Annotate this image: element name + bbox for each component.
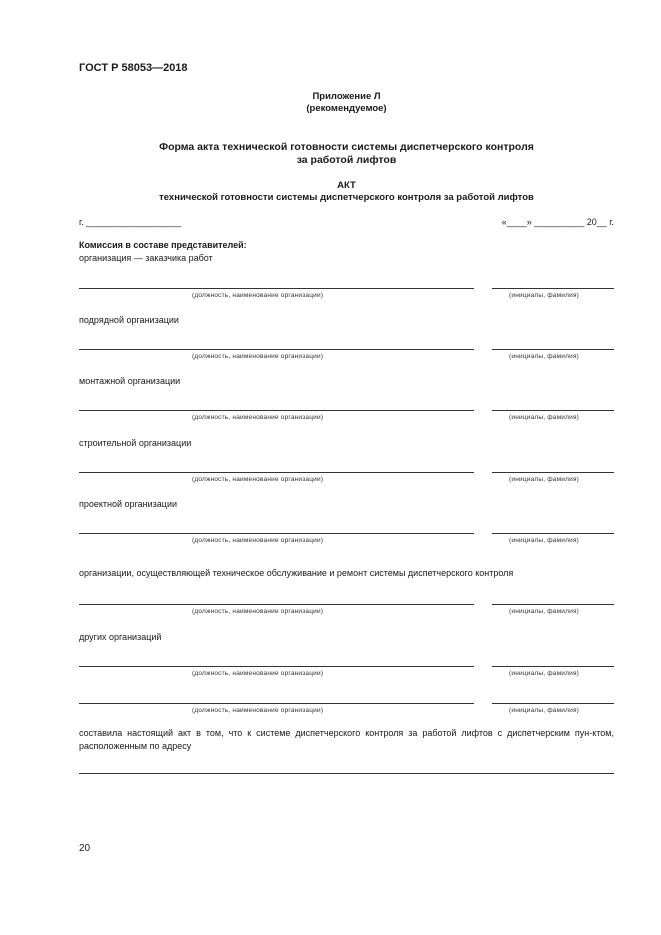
caption-name: (инициалы, фамилия) [509,707,580,714]
section-label-construction: строительной организации [79,438,192,448]
position-line-construction[interactable] [79,472,474,473]
caption-position: (должность, наименование организации) [192,414,324,421]
standard-number: ГОСТ Р 58053—2018 [79,62,188,74]
caption-position: (должность, наименование организации) [192,353,324,360]
caption-name: (инициалы, фамилия) [509,537,580,544]
caption-position: (должность, наименование организации) [192,670,324,677]
name-line-other-1[interactable] [492,666,614,667]
section-label-other: других организаций [79,632,162,642]
name-line-other-2[interactable] [492,703,614,704]
position-line-design[interactable] [79,533,474,534]
appendix-heading [79,91,614,115]
name-line-design[interactable] [492,533,614,534]
address-line[interactable] [79,773,614,774]
date-field[interactable]: «____» __________ 20__ г. [501,217,614,227]
name-line-maintenance[interactable] [492,604,614,605]
position-line-contractor[interactable] [79,349,474,350]
caption-name: (инициалы, фамилия) [509,476,580,483]
caption-name: (инициалы, фамилия) [509,670,580,677]
caption-position: (должность, наименование организации) [192,476,324,483]
position-line-customer[interactable] [79,288,474,289]
section-label-maintenance: организации, осуществляющей техническое обслуживание и ремонт системы диспетчерского контроля [79,568,514,578]
form-title-line-2: за работой лифтов [296,154,397,166]
caption-position: (должность, наименование организации) [192,707,324,714]
name-line-customer[interactable] [492,288,614,289]
caption-position: (должность, наименование организации) [192,537,324,544]
section-label-design: проектной организации [79,499,177,509]
section-label-customer: организация — заказчика работ [79,253,213,263]
commission-heading: Комиссия в составе представителей: [79,240,247,250]
caption-position: (должность, наименование организации) [192,608,324,615]
act-heading [79,180,614,204]
act-subtitle: технической готовности системы диспетчерского контроля за работой лифтов [159,192,534,203]
caption-position: (должность, наименование организации) [192,292,324,299]
section-label-contractor: подрядной организации [79,315,179,325]
position-line-installer[interactable] [79,410,474,411]
form-title-line-1: Форма акта технической готовности системы диспетчерского контроля [159,141,534,153]
position-line-other-2[interactable] [79,703,474,704]
caption-name: (инициалы, фамилия) [509,414,580,421]
caption-name: (инициалы, фамилия) [509,292,580,299]
appendix-subtitle: (рекомендуемое) [306,103,387,114]
position-line-maintenance[interactable] [79,604,474,605]
name-line-construction[interactable] [492,472,614,473]
caption-name: (инициалы, фамилия) [509,353,580,360]
act-title: АКТ [337,180,356,191]
form-title [79,141,614,167]
section-label-installer: монтажной организации [79,376,181,386]
page-number: 20 [79,843,91,854]
position-line-other-1[interactable] [79,666,474,667]
appendix-title: Приложение Л [312,91,381,102]
city-field[interactable]: г. ___________________ [79,217,182,227]
name-line-contractor[interactable] [492,349,614,350]
caption-name: (инициалы, фамилия) [509,608,580,615]
name-line-installer[interactable] [492,410,614,411]
conclusion-text: составила настоящий акт в том, что к системе диспетчерского контроля за работой лифтов с диспетчерским пун-ктом, расположенным по адресу [79,728,614,751]
